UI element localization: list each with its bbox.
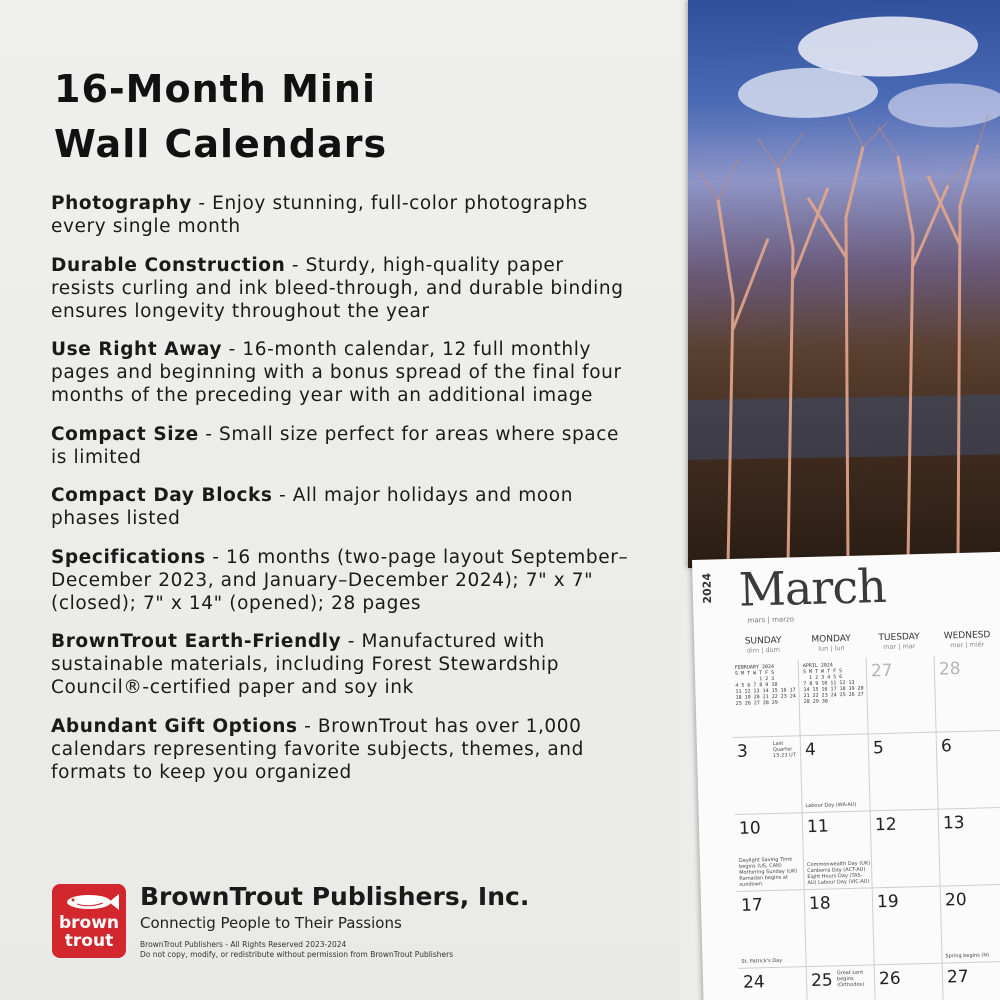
holiday-note: Spring begins (N) [945, 952, 990, 960]
feature-item [51, 715, 631, 784]
browntrout-logo [52, 884, 126, 958]
page-title [54, 62, 387, 172]
weekday-translation: mer | miér [950, 640, 985, 650]
holiday-note: Commonwealth Day (UK) Canberra Day (ACT-AU) Eight Hours Day (TAS-AU) Labour Day (VIC-AU) [806, 860, 871, 887]
holiday-note: St. Patrick's Day [741, 957, 783, 965]
weekday-header [866, 632, 932, 652]
feature-name: Compact Size [51, 423, 199, 445]
holiday-note: Great Lent begins (Orthodox) [836, 969, 865, 989]
title-line-2: Wall Calendars [54, 122, 388, 166]
feature-name: Use Right Away [51, 339, 223, 360]
day-cell [869, 733, 939, 812]
day-cell [799, 657, 869, 736]
calendar-page [692, 552, 1000, 1000]
publisher-block [52, 882, 652, 982]
day-cell [941, 885, 1000, 964]
weekday-name: SUNDAY [744, 635, 782, 647]
day-cell [937, 731, 1000, 810]
day-cell [873, 887, 943, 966]
day-cell [731, 659, 801, 738]
feature-item [51, 192, 631, 238]
feature-item [51, 423, 631, 469]
day-cell [935, 654, 1000, 733]
day-number: 3 [736, 741, 749, 762]
calendar-year: 2024 [700, 572, 715, 604]
weekday-name: TUESDAY [878, 632, 920, 644]
day-number: 12 [874, 814, 897, 836]
feature-item [51, 338, 631, 407]
day-number: 11 [806, 816, 829, 838]
day-number: 4 [804, 739, 817, 761]
mini-calendar-april: APRIL 2024 S M T W T F S 1 2 3 4 5 6 7 8 9 10 11 12 13 14 15 16 17 18 19 20 21 22 23 24 25 26 27 28 29 30 [802, 662, 864, 706]
holiday-note: Daylight Saving Time begins (US, CAN) Mothering Sunday (UK) Ramadan begins at sundown [738, 856, 798, 888]
day-cell [939, 808, 1000, 887]
title-line-1: 16-Month Mini [54, 67, 376, 111]
day-number: 27 [946, 966, 969, 988]
weekday-translation: mar | mar [883, 642, 916, 652]
day-number: 27 [870, 660, 893, 682]
logo-word-trout: trout [64, 931, 114, 951]
day-number: 19 [876, 891, 899, 913]
feature-name: Compact Day Blocks [51, 485, 273, 506]
trout-fish-icon [59, 889, 119, 913]
feature-name: BrownTrout Earth-Friendly [51, 631, 342, 652]
feature-text: - Sturdy, high-quality paper resists curling and ink bleed-through, and durable binding ensures longevity throughout the year [51, 254, 624, 322]
feature-item [51, 630, 631, 699]
day-number: 18 [808, 893, 831, 915]
day-cell [805, 888, 875, 967]
feature-text: - All major holidays and moon phases listed [51, 485, 574, 529]
weekday-translation: dim | dom [746, 645, 780, 655]
day-number: 25 [810, 970, 833, 992]
day-cell [875, 964, 945, 1000]
day-cell [867, 656, 937, 735]
calendar-grid [731, 653, 1000, 1000]
feature-text: - Small size perfect for areas where space is limited [51, 423, 619, 468]
day-number: 6 [940, 736, 953, 757]
moon-phase-note: Last Quarter 15:23 UT [772, 740, 796, 759]
day-number: 24 [742, 972, 765, 993]
weekday-header [934, 630, 1000, 650]
day-cell [871, 810, 941, 889]
day-number: 17 [740, 895, 763, 916]
legal-line-2: Do not copy, modify, or redistribute without permission from BrownTrout Publishers [140, 950, 454, 959]
calendar-month-translations: mars | marzo [747, 615, 795, 625]
day-number: 13 [942, 812, 965, 834]
feature-item [51, 546, 631, 615]
weekday-name: WEDNESD [943, 630, 991, 642]
day-number: 10 [738, 818, 761, 839]
feature-item [51, 484, 631, 530]
mini-calendar-february: FEBRUARY 2024 S M T W T F S 1 2 3 4 5 6 7 8 9 10 11 12 13 14 15 16 17 18 19 20 21 22 23 24 25 26 27 28 29 [734, 663, 796, 707]
feature-item [51, 254, 631, 323]
legal-notice [140, 940, 453, 960]
day-cell [735, 813, 805, 892]
company-tagline: Connectig People to Their Passions [140, 914, 402, 932]
feature-name: Abundant Gift Options [51, 715, 298, 737]
logo-word-brown: brown [58, 913, 120, 933]
day-cell [739, 967, 809, 1000]
feature-text: - 16-month calendar, 12 full monthly pages and beginning with a bonus spread of the final four months of the preceding year with an additional image [51, 339, 622, 406]
tree-landscape-image [688, 0, 1000, 568]
day-cell [737, 890, 807, 969]
weekday-header [730, 635, 796, 655]
day-cell [733, 736, 803, 815]
feature-name: Photography [51, 193, 192, 214]
day-number: 26 [878, 968, 901, 990]
feature-text: - Manufactured with sustainable materials, including Forest Stewardship Council®-certified paper and soy ink [51, 631, 560, 698]
feature-text: - 16 months (two-page layout September–December 2023, and January–December 2024); 7" x 7" (closed); 7" x 14" (opened); 28 pages [51, 546, 629, 614]
company-name: BrownTrout Publishers, Inc. [140, 882, 530, 911]
day-cell [801, 734, 871, 813]
feature-name: Specifications [51, 546, 206, 568]
weekday-name: MONDAY [811, 633, 851, 645]
day-number: 20 [944, 889, 967, 911]
feature-name: Durable Construction [51, 254, 286, 276]
legal-line-1: BrownTrout Publishers - All Rights Reserved 2023-2024 [140, 940, 347, 949]
day-cell [803, 811, 873, 890]
calendar-product-image [680, 0, 1000, 1000]
day-cell [807, 965, 877, 1000]
feature-text: - Enjoy stunning, full-color photographs every single month [51, 193, 588, 237]
calendar-photo [688, 0, 1000, 568]
feature-text: - BrownTrout has over 1,000 calendars representing favorite subjects, themes, and formats to keep you organized [51, 715, 584, 783]
day-cell [943, 962, 1000, 1000]
day-number: 5 [872, 738, 885, 759]
calendar-month: March [738, 558, 887, 617]
weekday-header [798, 634, 864, 654]
feature-list [51, 192, 631, 799]
weekday-translation: lun | lun [818, 644, 845, 653]
day-number: 28 [938, 659, 961, 680]
holiday-note: Labour Day (WA-AU) [805, 801, 857, 810]
